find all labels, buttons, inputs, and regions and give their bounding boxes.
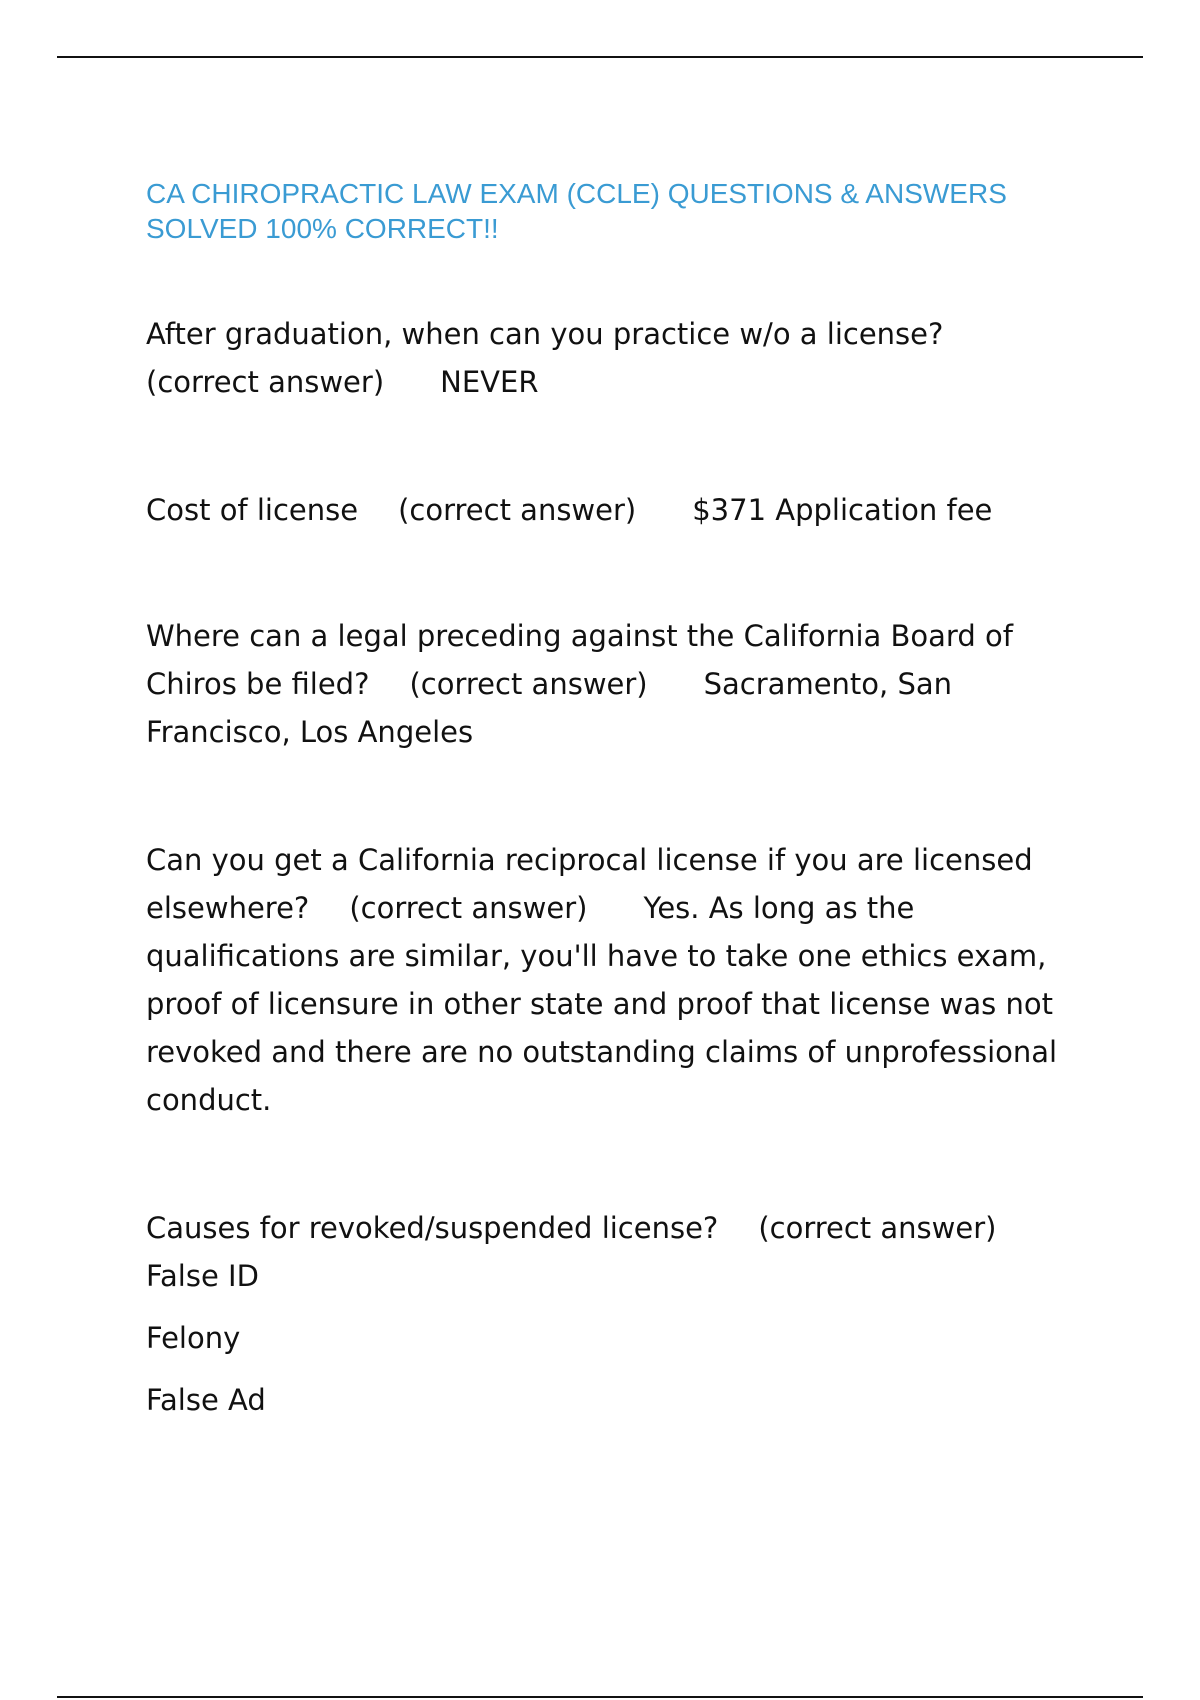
answer-5-item-2: Felony [146,1321,241,1355]
qa-item-1 [146,310,1096,406]
answer-5-item-3: False Ad [146,1383,266,1417]
title-line-2: SOLVED 100% CORRECT!! [146,213,499,244]
title-line-1: CA CHIROPRACTIC LAW EXAM (CCLE) QUESTIONS & ANSWERS [146,178,1007,209]
correct-answer-marker-3: (correct answer) [409,667,648,701]
correct-answer-marker-2: (correct answer) [398,493,637,527]
question-3: Where can a legal preceding against the California Board of Chiros be filed? [146,619,1013,701]
qa-item-2 [146,486,1096,534]
question-5: Causes for revoked/suspended license? [146,1211,719,1245]
answer-5-item-1: False ID [146,1259,259,1293]
qa-item-3 [146,612,1046,756]
document-title [146,176,1096,246]
qa-item-5 [146,1204,1096,1424]
answer-1: NEVER [440,365,539,399]
answer-3: Sacramento, San Francisco, Los Angeles [146,667,953,749]
question-4: Can you get a California reciprocal license if you are licensed elsewhere? [146,843,1033,925]
bottom-rule [57,1696,1143,1698]
top-rule [57,56,1143,58]
correct-answer-marker-5: (correct answer) [758,1211,997,1245]
qa-item-4 [146,836,1081,1124]
correct-answer-marker-1: (correct answer) [146,365,385,399]
question-1: After graduation, when can you practice w/o a license? [146,317,944,351]
answer-4: Yes. As long as the qualifications are similar, you'll have to take one ethics exam, proof of licensure in other state and proof that license was not revoked and there are no outstanding claims of unprofessional conduct. [146,891,1058,1117]
correct-answer-marker-4: (correct answer) [349,891,588,925]
answer-2: $371 Application fee [692,493,993,527]
question-2: Cost of license [146,493,359,527]
